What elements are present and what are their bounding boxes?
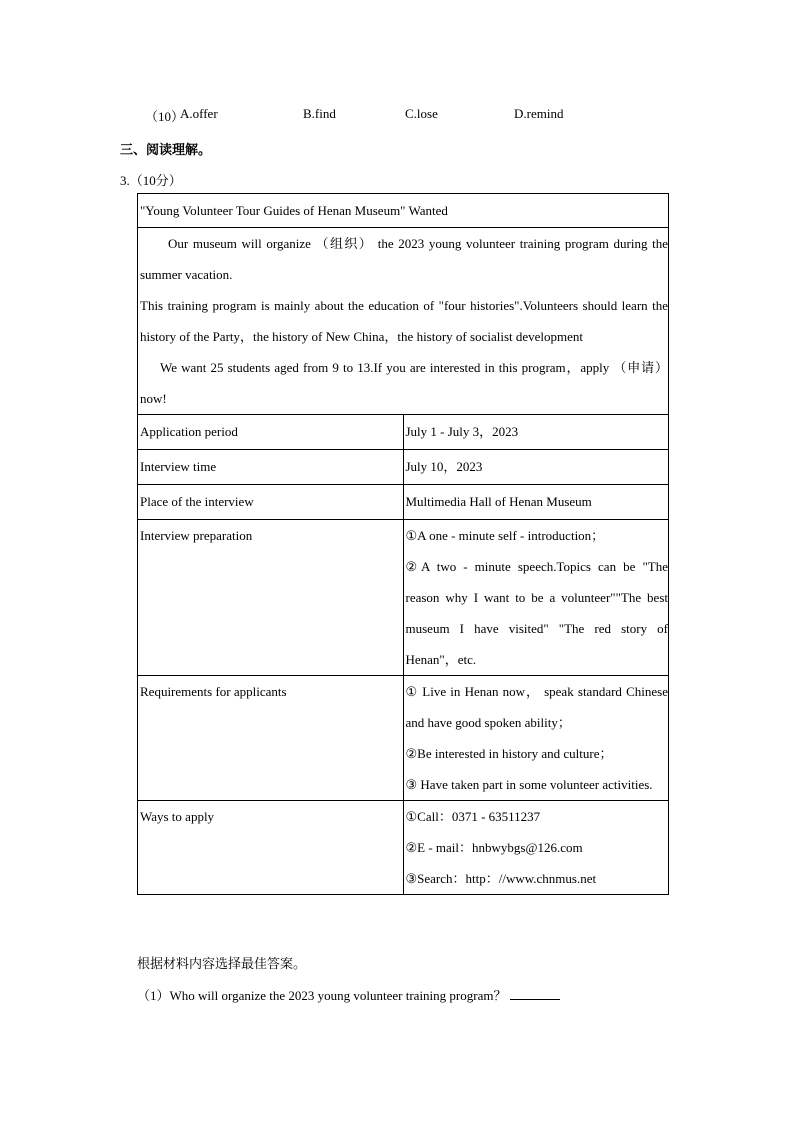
option-a: A.offer (180, 106, 218, 121)
option-d: D.remind (514, 106, 564, 121)
table-row (138, 485, 669, 520)
prev-question-number: （10） (145, 109, 185, 124)
row-value-item: ①A one - minute self - introduction； (405, 528, 605, 543)
section-title: 三、阅读理解。 (120, 142, 212, 157)
table-row (138, 520, 669, 676)
sub-question (137, 985, 560, 1004)
table-row (138, 676, 669, 801)
notice-title: "Young Volunteer Tour Guides of Henan Museum" Wanted (138, 194, 669, 228)
row-value: Multimedia Hall of Henan Museum (403, 485, 669, 520)
row-value-list (403, 801, 669, 895)
table-row (138, 450, 669, 485)
row-value-item: ③ Have taken part in some volunteer activities. (405, 777, 653, 792)
answer-blank[interactable] (510, 987, 560, 1000)
row-value-item: ②Be interested in history and culture； (405, 746, 613, 761)
row-value-item: ① Live in Henan now， speak standard Chinese and have good spoken ability； (405, 684, 668, 730)
row-label: Ways to apply (138, 801, 404, 895)
row-label: Place of the interview (138, 485, 404, 520)
row-label: Application period (138, 415, 404, 450)
instruction: 根据材料内容选择最佳答案。 (137, 956, 307, 971)
row-value: July 1 - July 3，2023 (403, 415, 669, 450)
table-row (138, 801, 669, 895)
row-value-item: ①Call：0371 - 63511237 (405, 809, 541, 824)
notice-intro (138, 228, 669, 415)
intro-line-2: This training program is mainly about the education of "four histories".Volunteers should learn the history of the Party，the history of New China，the history of socialist development (140, 298, 668, 344)
option-b: B.find (303, 106, 336, 121)
sub-question-text: （1）Who will organize the 2023 young volunteer training program？ (137, 988, 507, 1003)
row-label: Interview preparation (138, 520, 404, 676)
table-row (138, 415, 669, 450)
row-label: Requirements for applicants (138, 676, 404, 801)
row-value-list (403, 520, 669, 676)
row-value-item: ③Search：http：//www.chnmus.net (405, 871, 597, 886)
row-value-item: ②A two - minute speech.Topics can be "The reason why I want to be a volunteer""The best museum I have visited" "The red story of Henan"，etc. (405, 559, 668, 667)
intro-line-3: We want 25 students aged from 9 to 13.If you are interested in this program，apply （申请） now! (140, 360, 668, 406)
row-value-list (403, 676, 669, 801)
option-c: C.lose (405, 106, 438, 121)
row-value-item: ②E - mail：hnbwybgs@126.com (405, 840, 583, 855)
intro-line-1: Our museum will organize （组织） the 2023 young volunteer training program during the summer vacation. (140, 236, 668, 282)
row-label: Interview time (138, 450, 404, 485)
notice-table (137, 193, 669, 895)
question-label: 3.（10分） (120, 173, 182, 188)
row-value: July 10，2023 (403, 450, 669, 485)
